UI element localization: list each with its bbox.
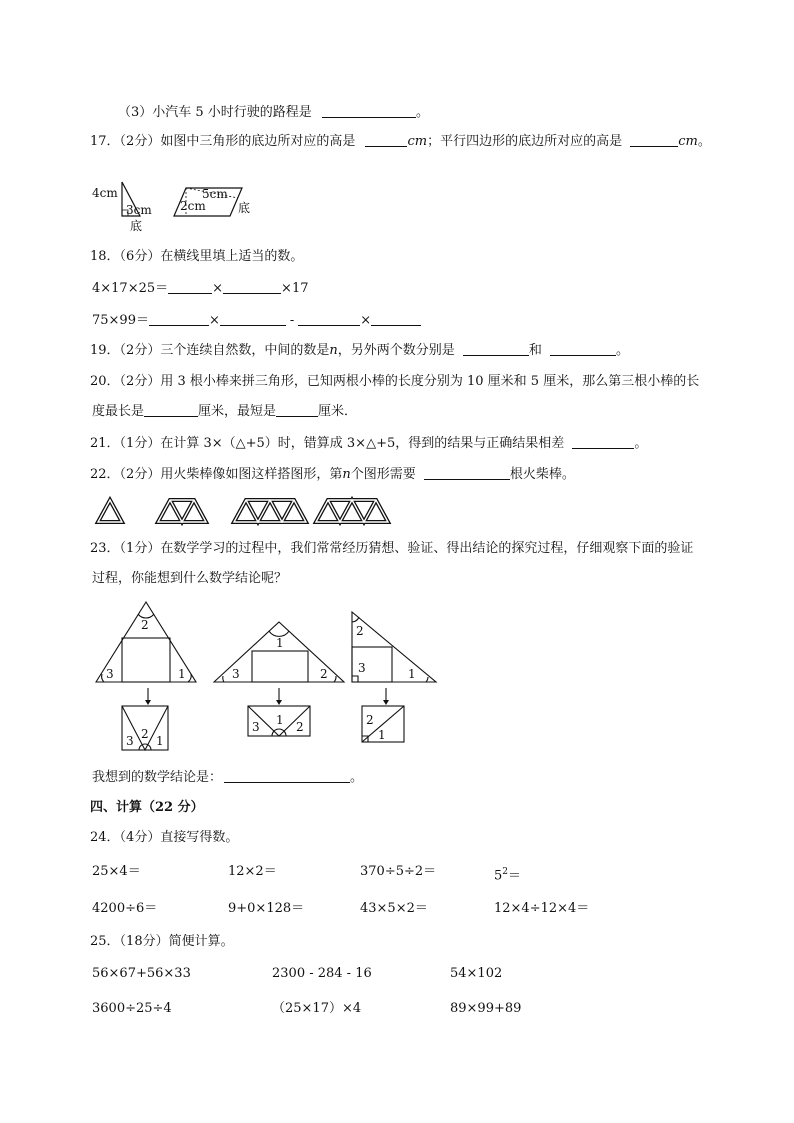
answer-blank[interactable]: [572, 436, 634, 449]
q25-item: 89×99+89: [450, 1001, 522, 1016]
parallelogram-side-label: 5cm: [202, 187, 228, 201]
fold-rectangle-acute: [122, 638, 170, 682]
answer-blank[interactable]: [322, 105, 416, 118]
q24-item: 43×5×2＝: [360, 901, 428, 916]
answer-blank[interactable]: [463, 343, 529, 356]
question-23-line2: 过程，你能想到什么数学结论呢？: [92, 571, 288, 586]
parallelogram-base-word: 底: [238, 201, 251, 215]
question-22: 22．（2分）用火柴棒像如图这样搭图形，第n个图形需要 根火柴棒。: [90, 467, 575, 482]
q25-item: 54×102: [450, 966, 503, 981]
answer-blank[interactable]: [424, 467, 510, 480]
angle-label-3: 3: [232, 667, 240, 681]
parallelogram-height-label: 2cm: [180, 199, 206, 213]
matchstick-figure: [94, 496, 414, 530]
q25-item: 56×67+56×33: [92, 966, 191, 981]
angle-label-1: 1: [408, 667, 416, 681]
question-17: 17．（2分）如图中三角形的底边所对应的高是 cm；平行四边形的底边所对应的高是 cm。: [90, 134, 711, 149]
angle-label-3: 3: [126, 734, 134, 748]
angle-label-1: 1: [178, 667, 186, 681]
triangle-parallelogram-figure: [92, 178, 272, 234]
q16-part3: （3）小汽车 5 小时行驶的路程是 。: [118, 105, 429, 120]
section-4-heading: 四、计算（22 分）: [90, 800, 204, 815]
question-21: 21．（1分）在计算 3×（△+5）时，错算成 3×△+5，得到的结果与正确结果相差 。: [90, 436, 648, 451]
answer-blank[interactable]: [630, 134, 678, 147]
q24-item: 370÷5÷2＝: [360, 864, 437, 879]
q18-line2: 75×99＝ × - ×: [92, 312, 421, 330]
q24-item-square: $5^2=$: [494, 867, 522, 884]
q25-item: （25×17）×4: [272, 1001, 362, 1016]
question-19: 19．（2分）三个连续自然数，中间的数是n，另外两个数分别是 和 。: [90, 343, 630, 358]
answer-blank[interactable]: [550, 343, 616, 356]
answer-blank[interactable]: [144, 404, 198, 417]
angle-label-3: 3: [358, 661, 366, 675]
question-20-line1: 20．（2分）用 3 根小棒来拼三角形，已知两根小棒的长度分别为 10 厘米和 5 厘米，那么第三根小棒的长: [90, 374, 700, 389]
q24-item: 25×4＝: [92, 864, 141, 879]
answer-blank[interactable]: [220, 313, 286, 326]
q17-figure: [92, 178, 272, 238]
q24-item: 12×4÷12×4＝: [494, 901, 590, 916]
matchstick-pattern-1: [98, 500, 122, 522]
q24-item: 12×2＝: [228, 864, 277, 879]
answer-blank[interactable]: [224, 770, 350, 783]
angle-label-2: 2: [296, 720, 304, 734]
q25-item: 2300 - 284 - 16: [272, 966, 372, 981]
question-23-line1: 23．（1分）在数学学习的过程中，我们常常经历猜想、验证、得出结论的探究过程，仔细观察下面的验证: [90, 541, 694, 556]
arrow-down-icon: [145, 700, 151, 705]
q24-item: 4200÷6＝: [92, 901, 158, 916]
q25-item: 3600÷25÷4: [92, 1001, 172, 1016]
angle-label-1: 1: [378, 728, 386, 742]
question-18: 18．（6分）在横线里填上适当的数。: [90, 249, 304, 264]
answer-blank[interactable]: [223, 281, 281, 294]
angle-label-3: 3: [252, 720, 260, 734]
answer-blank[interactable]: [276, 404, 318, 417]
triangle-height-label: 4cm: [92, 186, 118, 200]
angle-label-2: 2: [366, 713, 374, 727]
q23-conclusion: 我想到的数学结论是： 。: [92, 770, 364, 785]
question-24: 24．（4分）直接写得数。: [90, 830, 239, 845]
triangle-base-label: 3cm: [126, 203, 152, 217]
triangle-base-word: 底: [130, 219, 143, 233]
q24-item: 9+0×128＝: [228, 901, 305, 916]
angle-label-3: 3: [106, 667, 114, 681]
answer-blank[interactable]: [168, 281, 212, 294]
angle-sum-figure: [90, 598, 450, 762]
q18-line1: 4×17×25＝ × ×17: [92, 281, 309, 296]
matchstick-triangles: [94, 496, 414, 526]
angle-label-1: 1: [276, 713, 284, 727]
angle-label-2: 2: [356, 624, 364, 638]
fold-rectangle-obtuse: [252, 651, 308, 682]
answer-blank[interactable]: [365, 134, 407, 147]
angle-label-2: 2: [141, 618, 149, 632]
answer-blank[interactable]: [149, 313, 209, 326]
angle-label-2: 2: [141, 727, 149, 741]
triangle-fold-diagram: [90, 598, 450, 758]
angle-label-2: 2: [320, 667, 328, 681]
angle-label-1: 1: [156, 734, 164, 748]
angle-label-1: 1: [276, 636, 284, 650]
question-20-line2: 度最长是 厘米，最短是 厘米．: [92, 404, 358, 419]
question-25: 25．（18分）简便计算。: [90, 934, 234, 949]
answer-blank[interactable]: [371, 313, 421, 326]
arrow-down-icon: [276, 700, 282, 705]
arrow-down-icon: [383, 700, 389, 705]
answer-blank[interactable]: [298, 313, 360, 326]
